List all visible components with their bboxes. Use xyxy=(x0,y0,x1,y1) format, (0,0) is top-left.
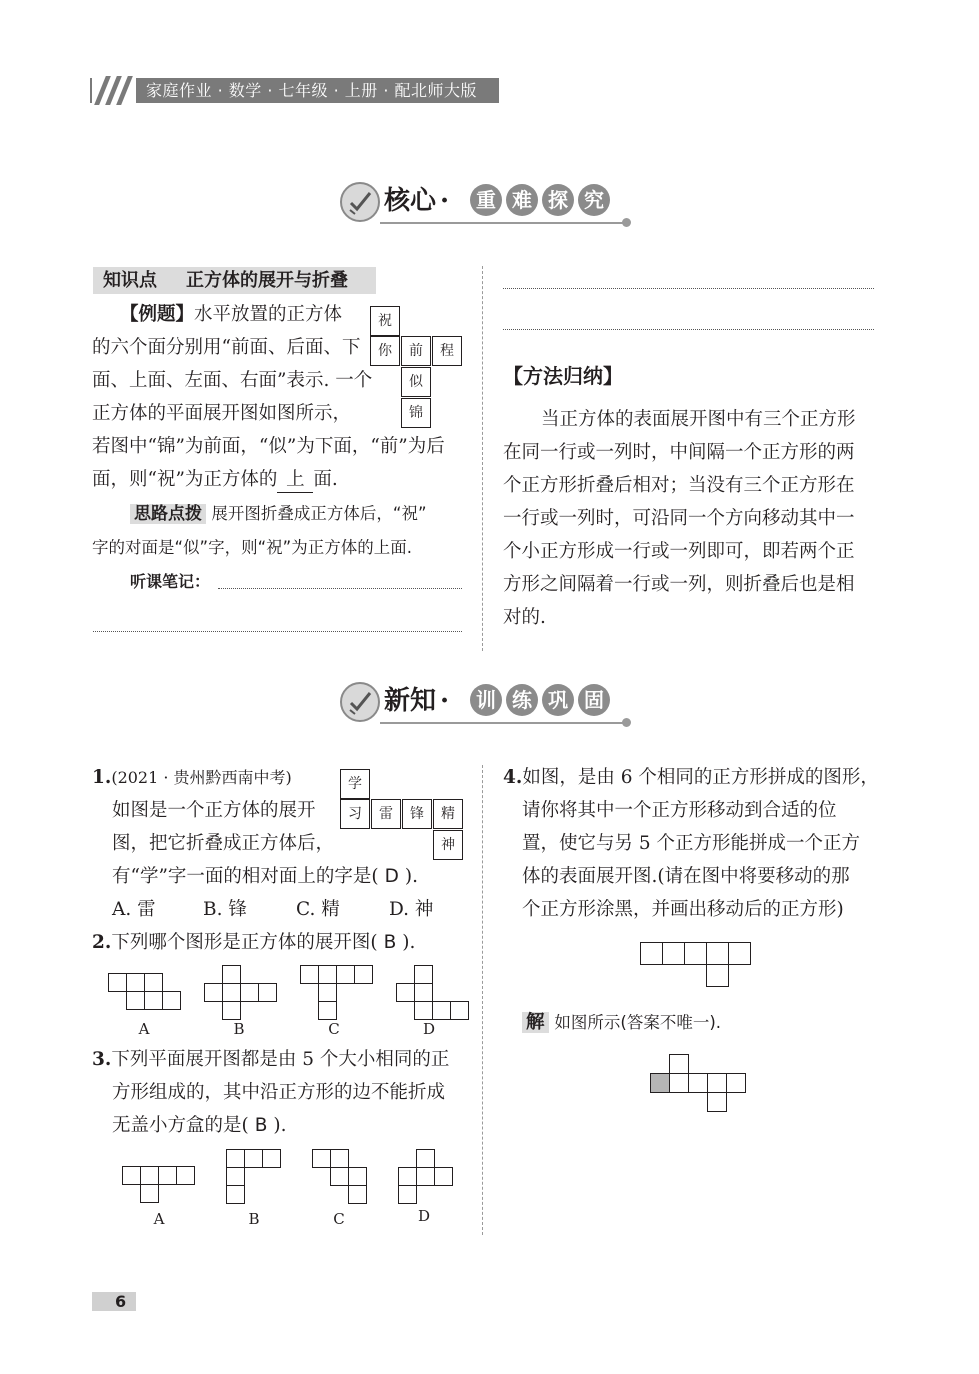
net-square xyxy=(396,983,415,1002)
example-text: 面. xyxy=(313,469,338,490)
pencil-check-icon xyxy=(340,182,380,222)
net-square xyxy=(122,1166,141,1185)
section-chip: 究 xyxy=(578,184,610,216)
section-chip: 固 xyxy=(578,684,610,716)
net-square xyxy=(662,942,685,965)
section-underline-end xyxy=(622,218,631,227)
example-text: 面，则“祝”为正方体的 xyxy=(92,469,278,490)
net-square xyxy=(144,991,163,1010)
q1-line-2: 图，把它折叠成正方体后， xyxy=(112,833,335,854)
example-text: 水平放置的正方体 xyxy=(194,304,343,325)
net-square xyxy=(140,1184,159,1203)
net-cell: 习 xyxy=(340,799,370,829)
section-chip: 练 xyxy=(506,684,538,716)
solution-text: 如图所示(答案不唯一). xyxy=(554,1013,722,1032)
q1-source: (2021 · 贵州黔西南中考) xyxy=(111,768,292,787)
q4-solution xyxy=(522,1006,721,1039)
example-line-4: 正方体的平面展开图如图所示， xyxy=(92,403,352,424)
net-square xyxy=(348,1167,367,1186)
section-underline xyxy=(380,722,625,724)
q3-line-3 xyxy=(112,1109,287,1142)
q1-option-c: C. 精 xyxy=(296,899,340,920)
net-square xyxy=(300,965,319,984)
knowledge-point-label: 知识点 xyxy=(103,270,157,291)
figure-label: C xyxy=(328,1020,340,1038)
net-square xyxy=(204,983,223,1002)
q3-figures xyxy=(100,1148,470,1230)
section-chip: 训 xyxy=(470,684,502,716)
page-number: 6 xyxy=(115,1292,127,1311)
net-cell: 程 xyxy=(432,336,462,366)
net-cell: 精 xyxy=(433,799,463,829)
q1-option-d: D. 神 xyxy=(389,899,434,920)
method-line-1: 当正方体的表面展开图中有三个正方形 xyxy=(541,409,856,430)
net-square xyxy=(162,991,181,1010)
q4-line-1 xyxy=(503,761,879,794)
net-cell: 锋 xyxy=(402,799,432,829)
net-cell: 似 xyxy=(401,367,431,397)
q1-option-a: A. 雷 xyxy=(112,899,156,920)
net-square xyxy=(240,983,259,1002)
section-underline xyxy=(380,222,625,224)
net-square xyxy=(728,942,751,965)
section-dot: · xyxy=(440,686,450,716)
net-square xyxy=(450,1001,469,1020)
net-square xyxy=(108,973,127,992)
net-square xyxy=(706,964,729,987)
net-square xyxy=(318,983,337,1002)
q4-solution-figure xyxy=(650,1052,750,1114)
example-net-figure xyxy=(370,306,464,428)
column-divider xyxy=(482,266,483,651)
method-line-2: 在同一行或一列时，中间隔一个正方形的两 xyxy=(503,442,855,463)
net-square xyxy=(707,1092,727,1112)
net-square xyxy=(416,1149,435,1168)
net-square xyxy=(330,1167,349,1186)
q3-text: 下列平面展开图都是由 5 个大小相同的正 xyxy=(111,1049,450,1070)
net-cell: 神 xyxy=(433,830,463,860)
q1-number: 1. xyxy=(92,767,112,788)
net-square xyxy=(140,1166,159,1185)
notes-dotted-line xyxy=(503,288,874,289)
net-square xyxy=(126,973,145,992)
example-label: 【例题】 xyxy=(120,304,195,325)
net-square xyxy=(398,1185,417,1204)
q1-net-figure xyxy=(340,769,464,861)
net-cell: 前 xyxy=(401,336,431,366)
header-slash-icon xyxy=(92,78,136,103)
figure-label: D xyxy=(417,1207,431,1225)
net-cell: 祝 xyxy=(370,306,400,336)
net-square xyxy=(414,983,433,1002)
net-square xyxy=(640,942,663,965)
q3-line-1 xyxy=(92,1043,449,1076)
section-underline-end xyxy=(622,718,631,727)
q2-stem xyxy=(92,926,415,959)
net-square xyxy=(222,1001,241,1020)
net-square xyxy=(414,1001,433,1020)
net-square xyxy=(416,1167,435,1186)
net-square xyxy=(176,1166,195,1185)
figure-label: B xyxy=(248,1210,260,1228)
notes-dotted-line xyxy=(93,631,462,632)
example-line-5: 若图中“锦”为前面，“似”为下面，“前”为后 xyxy=(92,436,445,457)
method-line-7: 对的. xyxy=(503,607,546,628)
figure-label: B xyxy=(233,1020,245,1038)
method-title: 【方法归纳】 xyxy=(503,364,623,388)
net-square xyxy=(414,965,433,984)
example-line-6 xyxy=(92,463,338,496)
net-square xyxy=(318,965,337,984)
q2-number: 2. xyxy=(92,932,112,953)
section-chip: 探 xyxy=(542,184,574,216)
pencil-check-icon xyxy=(340,682,380,722)
net-square xyxy=(312,1149,331,1168)
net-cell: 锦 xyxy=(401,398,431,428)
column-divider xyxy=(482,765,483,1235)
q4-question-figure xyxy=(640,940,755,990)
net-square xyxy=(226,1185,245,1204)
net-square xyxy=(669,1054,689,1074)
q1-stem: ). xyxy=(404,866,418,887)
hint-line-1 xyxy=(130,497,427,531)
q1-line-3 xyxy=(112,860,418,893)
net-square xyxy=(726,1073,746,1093)
net-square xyxy=(354,965,373,984)
section-chip: 难 xyxy=(506,184,538,216)
section-title-core xyxy=(340,178,640,224)
page-number-box xyxy=(92,1292,136,1311)
method-line-5: 个小正方形成一行或一列即可，即若两个正 xyxy=(503,541,855,562)
q1-option-b: B. 锋 xyxy=(203,899,247,920)
net-cell: 雷 xyxy=(371,799,401,829)
net-square xyxy=(258,983,277,1002)
section-title-practice xyxy=(340,678,640,724)
figure-label: A xyxy=(138,1020,150,1038)
q4-line-3: 置，使它与另 5 个正方形能拼成一个正方 xyxy=(522,833,861,854)
net-square xyxy=(348,1185,367,1204)
figure-label: A xyxy=(153,1210,165,1228)
q1-stem: 有“学”字一面的相对面上的字是( xyxy=(112,866,379,887)
example-line-2: 的六个面分别用“前面、后面、下 xyxy=(92,337,361,358)
section-main-label: 新知 xyxy=(384,686,437,716)
section-dot: · xyxy=(440,186,450,216)
notes-dotted-line xyxy=(218,588,462,589)
net-square xyxy=(226,1167,245,1186)
section-main-label: 核心 xyxy=(384,186,437,216)
net-square xyxy=(226,1149,245,1168)
net-square xyxy=(144,973,163,992)
net-square xyxy=(336,965,355,984)
q3-line-2: 方形组成的，其中沿正方形的边不能折成 xyxy=(112,1082,446,1103)
notes-label: 听课笔记： xyxy=(130,572,211,591)
method-line-4: 一行或一列时，可沿同一个方向移动其中一 xyxy=(503,508,855,529)
net-square xyxy=(669,1073,689,1093)
figure-label: C xyxy=(333,1210,345,1228)
method-line-3: 个正方形折叠后相对；当没有三个正方形在 xyxy=(503,475,855,496)
knowledge-point-name: 正方体的展开与折叠 xyxy=(186,270,348,291)
hint-text: 展开图折叠成正方体后，“祝” xyxy=(211,504,427,523)
method-line-6: 方形之间隔着一行或一列，则折叠后也是相 xyxy=(503,574,855,595)
net-square xyxy=(398,1167,417,1186)
q2-stem-text: 下列哪个图形是正方体的展开图( xyxy=(111,932,378,953)
q1-answer: D xyxy=(384,866,399,887)
q1-header xyxy=(92,761,292,794)
q4-line-5: 个正方形涂黑，并画出移动后的正方形) xyxy=(522,899,844,920)
net-square xyxy=(262,1149,281,1168)
hint-line-2: 字的对面是“似”字，则“祝”为正方体的上面. xyxy=(92,538,412,557)
net-square xyxy=(707,1073,727,1093)
notes-dotted-line xyxy=(503,329,874,330)
section-chip: 巩 xyxy=(542,684,574,716)
q2-figures xyxy=(90,960,470,1042)
q3-answer: B xyxy=(254,1115,268,1136)
net-square xyxy=(222,965,241,984)
q4-line-4: 体的表面展开图.(请在图中将要移动的那 xyxy=(522,866,850,887)
q2-stem-text: ). xyxy=(402,932,416,953)
net-cell: 你 xyxy=(370,336,400,366)
net-square xyxy=(222,983,241,1002)
q3-stem: ). xyxy=(273,1115,287,1136)
net-square xyxy=(158,1166,177,1185)
q2-answer: B xyxy=(383,932,397,953)
net-square xyxy=(126,991,145,1010)
net-square xyxy=(244,1149,263,1168)
q4-line-2: 请你将其中一个正方形移动到合适的位 xyxy=(522,800,837,821)
header-title: 家庭作业 · 数学 · 七年级 · 上册 · 配北师大版 xyxy=(146,81,478,100)
net-square xyxy=(706,942,729,965)
net-square xyxy=(330,1149,349,1168)
net-square xyxy=(684,942,707,965)
q1-line-1: 如图是一个正方体的展开 xyxy=(112,800,316,821)
example-line-1 xyxy=(120,298,342,331)
net-square xyxy=(318,1001,337,1020)
q4-number: 4. xyxy=(503,767,523,788)
net-square xyxy=(434,1167,453,1186)
net-cell: 学 xyxy=(340,769,370,799)
figure-label: D xyxy=(422,1020,436,1038)
knowledge-point-tag xyxy=(93,267,376,294)
net-square xyxy=(688,1073,708,1093)
example-answer: 上 xyxy=(277,468,313,493)
net-square xyxy=(432,1001,451,1020)
q4-text: 如图，是由 6 个相同的正方形拼成的图形， xyxy=(522,767,879,788)
hint-tag: 思路点拨 xyxy=(130,504,206,524)
section-chip: 重 xyxy=(470,184,502,216)
q3-stem: 无盖小方盒的是( xyxy=(112,1115,249,1136)
solution-tag: 解 xyxy=(522,1012,549,1033)
example-line-3: 面、上面、左面、右面”表示. 一个 xyxy=(92,370,373,391)
shaded-square xyxy=(650,1073,670,1093)
q3-number: 3. xyxy=(92,1049,112,1070)
